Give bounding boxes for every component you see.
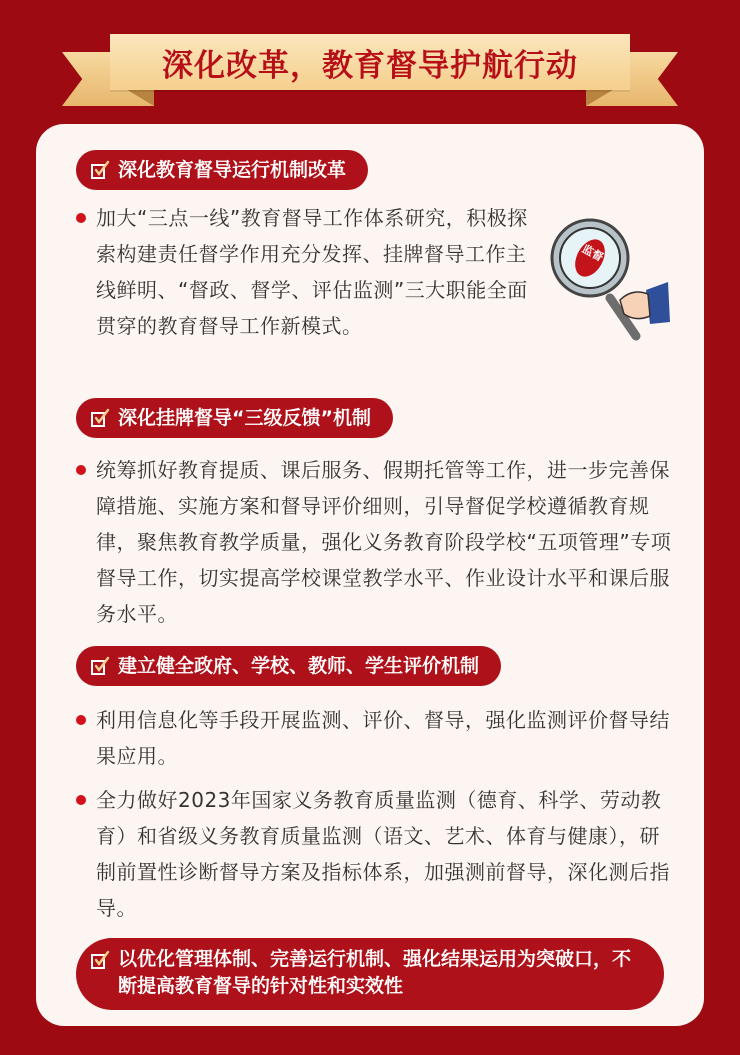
- section-1-item: [76, 200, 546, 344]
- checkbox-icon: [90, 950, 110, 970]
- section-heading-3: [76, 646, 501, 686]
- bullet-dot-icon: [76, 465, 86, 475]
- checkbox-icon: [90, 408, 110, 428]
- title-ribbon: [0, 0, 740, 120]
- magnifier-badge-text: 监督: [579, 242, 606, 265]
- item-text: 加大“三点一线”教育督导工作体系研究，积极探索构建责任督学作用充分发挥、挂牌督导工作主线鲜明、“督政、督学、评估监测”三大职能全面贯穿的教育督导工作新模式。: [96, 206, 528, 338]
- item-text: 利用信息化等手段开展监测、评价、督导，强化监测评价督导结果应用。: [96, 708, 670, 768]
- section-2-item: [76, 452, 676, 632]
- content-card: [36, 124, 704, 1026]
- section-heading-4: [76, 938, 664, 1010]
- bullet-dot-icon: [76, 715, 86, 725]
- section-heading-text: 建立健全政府、学校、教师、学生评价机制: [118, 654, 480, 677]
- section-heading-text: 深化教育督导运行机制改革: [118, 158, 347, 181]
- item-text: 统筹抓好教育提质、课后服务、假期托管等工作，进一步完善保障措施、实施方案和督导评价细则，引导督促学校遵循教育规律，聚焦教育教学质量，强化义务教育阶段学校“五项管理”专项督导工作，切实提高学校课堂教学水平、作业设计水平和课后服务水平。: [96, 458, 672, 626]
- section-heading-text: 深化挂牌督导“三级反馈”机制: [118, 406, 371, 429]
- section-heading-2: [76, 398, 393, 438]
- checkbox-icon: [90, 160, 110, 180]
- item-text: 全力做好2023年国家义务教育质量监测（德育、科学、劳动教育）和省级义务教育质量监测（语文、艺术、体育与健康），研制前置性诊断督导方案及指标体系，加强测前督导，深化测后指导。: [96, 788, 670, 920]
- bullet-dot-icon: [76, 213, 86, 223]
- bullet-dot-icon: [76, 795, 86, 805]
- checkbox-icon: [90, 656, 110, 676]
- ribbon-band: [110, 34, 630, 90]
- section-3-item-2: [76, 782, 676, 926]
- section-heading-1: [76, 150, 368, 190]
- page-title: 深化改革，教育督导护航行动: [162, 47, 578, 84]
- section-3-item-1: [76, 702, 676, 774]
- section-heading-text: 以优化管理体制、完善运行机制、强化结果运用为突破口，不断提高教育督导的针对性和实效性: [118, 948, 632, 997]
- magnifier-icon: [550, 212, 670, 342]
